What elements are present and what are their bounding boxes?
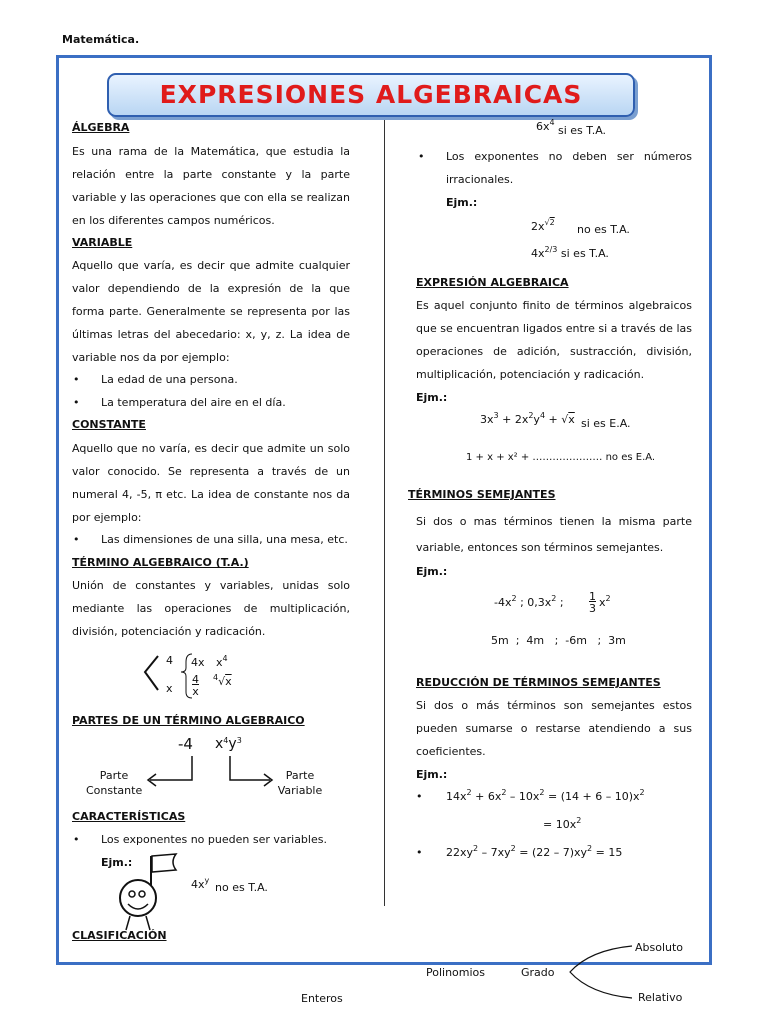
semejantes-paragraph: Si dos o mas términos tienen la misma parte variable, entonces son términos semejantes.	[416, 515, 692, 554]
ex-semejantes-2: 5m ; 4m ; -6m ; 3m	[491, 634, 626, 647]
heading-algebra: ÁLGEBRA	[72, 121, 130, 134]
heading-terminos-semejantes: TÉRMINOS SEMEJANTES	[408, 488, 556, 501]
example-root: $^4$√x	[213, 673, 232, 688]
reduccion-paragraph: Si dos o más términos son semejantes estos pueden sumarse o restarse atendiendo a sus coeficientes.	[416, 699, 692, 758]
ejm-label-left: Ejm.:	[101, 856, 133, 869]
heading-variable: VARIABLE	[72, 236, 133, 249]
example-x4: $x^4$	[216, 654, 228, 669]
heading-termino-algebraico: TÉRMINO ALGEBRAICO (T.A.)	[72, 556, 249, 569]
label-grado: Grado	[521, 966, 555, 979]
heading-constante: CONSTANTE	[72, 418, 146, 431]
page-header: Matemática.	[62, 33, 140, 46]
heading-reduccion: REDUCCIÓN DE TÉRMINOS SEMEJANTES	[416, 676, 661, 689]
ex-4x-23: $4x^{2/3}$ si es T.A.	[531, 245, 609, 260]
grado-brace	[560, 940, 640, 1000]
ex-4xy-no-es-ta: no es T.A.	[215, 881, 268, 894]
heading-caracteristicas: CARACTERÍSTICAS	[72, 810, 186, 823]
ex-6x4-si-es-ta: si es T.A.	[558, 124, 607, 137]
expresion-paragraph: Es aquel conjunto finito de términos algebraicos que se encuentran ligados entre si a través de las operaciones de adición, sustracción, división, multiplicación, potenciación y radicación.	[416, 299, 692, 381]
cartoon-flag-icon	[112, 852, 184, 932]
example-x: x	[166, 682, 173, 695]
heading-clasificacion: CLASIFICACIÓN	[72, 929, 167, 942]
heading-expresion-algebraica: EXPRESIÓN ALGEBRAICA	[416, 276, 569, 289]
ejm-label-2: Ejm.:	[416, 391, 448, 404]
label-relativo: Relativo	[638, 991, 683, 1004]
ex-6x4: $6x^4$	[536, 118, 555, 133]
example-4x: 4x	[191, 656, 205, 669]
ejm-label-1: Ejm.:	[446, 196, 478, 209]
reduccion-ex-1: • $14x^2 + 6x^2 - 10x^2 = (14 + 6 - 10)x^2$	[416, 788, 645, 803]
constante-paragraph: Aquello que no varía, es decir que admite un solo valor conocido. Se representa a través de un numeral 4, -5, π etc. La idea de constante nos da por ejemplo:	[72, 442, 350, 524]
variable-bullet-2: • La temperatura del aire en el día.	[101, 396, 286, 409]
ex-polynomial-si-es-ea: si es E.A.	[581, 417, 631, 430]
heading-partes: PARTES DE UN TÉRMINO ALGEBRAICO	[72, 714, 305, 727]
label-parte-constante: Parte Constante	[86, 769, 143, 797]
ex-2x-sqrt2-no-es-ta: no es T.A.	[577, 223, 630, 236]
reduccion-ex-1-result: = $10x^2$	[543, 816, 582, 831]
ejm-label-4: Ejm.:	[416, 768, 448, 781]
ex-one-third: 1 3	[589, 590, 596, 615]
label-absoluto: Absoluto	[635, 941, 684, 954]
carac-bullet-1: • Los exponentes no pueden ser variables.	[101, 833, 327, 846]
ejm-label-3: Ejm.:	[416, 565, 448, 578]
coefficient: -4	[178, 735, 193, 753]
label-parte-variable: Parte Variable	[277, 769, 323, 797]
ex-2x-sqrt2: $2x^{√2}$	[531, 218, 555, 233]
algebra-paragraph: Es una rama de la Matemática, que estudia la relación entre la parte constante y la parte variable y las operaciones que con ella se realizan en los diferentes campos numéricos.	[72, 145, 350, 227]
example-4-over-x: 4 x	[192, 673, 199, 698]
ex-semejantes-1: $-4x^2$ ; $0,3x^2$ ;	[494, 594, 564, 609]
reduccion-ex-2: • $22xy^2 - 7xy^2 = (22 - 7)xy^2 = 15$	[416, 844, 623, 859]
page-title: EXPRESIONES ALGEBRAICAS	[107, 73, 635, 117]
constante-bullet-1: • Las dimensiones de una silla, una mesa, etc.	[101, 533, 348, 546]
label-enteros: Enteros	[301, 992, 343, 1005]
variable-paragraph: Aquello que varía, es decir que admite cualquier valor dependiendo de la expresión de la que forma parte. Generalmente se representa por las últimas letras del abecedario: x, y, z. La idea de variable nos da por ejemplo:	[72, 259, 350, 364]
ex-4xy: $4x^y$	[191, 876, 210, 891]
variable-bullet-1: • La edad de una persona.	[101, 373, 238, 386]
column-divider	[384, 120, 385, 906]
literal-part: $x^4y^3$	[215, 736, 242, 752]
label-polinomios: Polinomios	[426, 966, 486, 979]
carac-bullet-2: • Los exponentes no deben ser números irracionales.	[446, 145, 692, 191]
ex-series-no-es-ea: 1 + x + x² + ………………… no es E.A.	[466, 452, 656, 463]
ex-x2: $x^2$	[599, 594, 611, 609]
example-4: 4	[166, 654, 173, 667]
ex-polynomial: $3x^3 + 2x^2y^4 + √x$	[480, 411, 575, 426]
termino-paragraph: Unión de constantes y variables, unidas solo mediante las operaciones de multiplicación, división, potenciación y radicación.	[72, 579, 350, 638]
